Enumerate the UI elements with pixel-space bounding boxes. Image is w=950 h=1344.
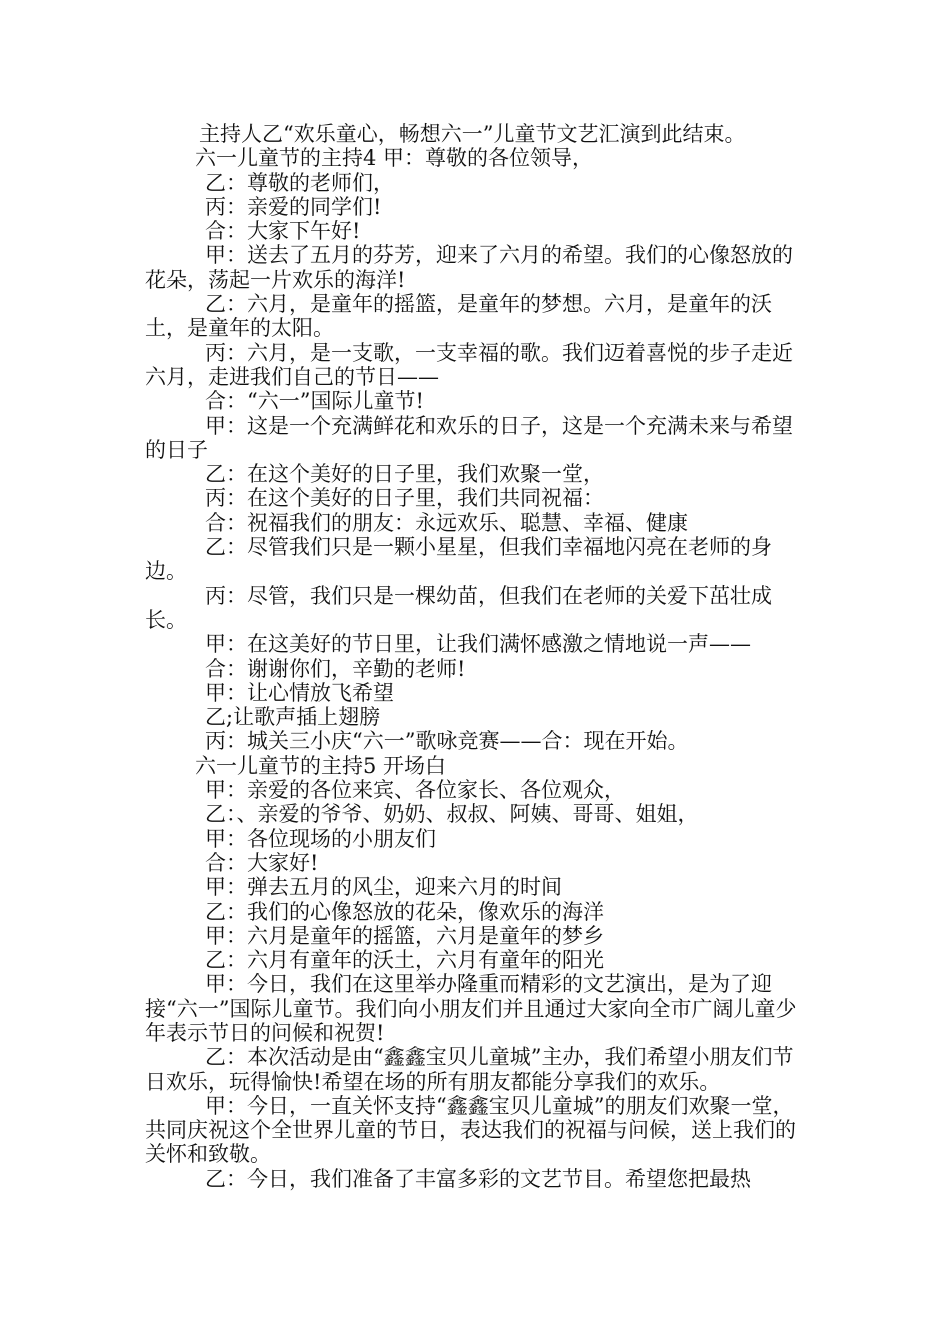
paragraph: 甲：送去了五月的芬芳，迎来了六月的希望。我们的心像怒放的花朵，荡起一片欢乐的海洋! <box>145 243 793 292</box>
paragraph: 甲：六月是童年的摇篮，六月是童年的梦乡 <box>205 923 604 948</box>
document-body <box>145 122 810 1191</box>
paragraph: 乙：六月有童年的沃土，六月有童年的阳光 <box>205 948 604 973</box>
paragraph: 丙：六月，是一支歌，一支幸福的歌。我们迈着喜悦的步子走近六月，走进我们自己的节日—— <box>145 340 793 389</box>
paragraph: 乙：、亲爱的爷爷、奶奶、叔叔、阿姨、哥哥、姐姐， <box>205 802 699 827</box>
paragraph: 甲：弹去五月的风尘，迎来六月的时间 <box>205 875 562 900</box>
paragraph: 甲：在这美好的节日里，让我们满怀感激之情地说一声—— <box>205 632 751 657</box>
paragraph: 乙：六月，是童年的摇篮，是童年的梦想。六月，是童年的沃土，是童年的太阳。 <box>145 292 772 341</box>
paragraph: 主持人乙“欢乐童心，畅想六一”儿童节文艺汇演到此结束。 <box>199 122 746 146</box>
paragraph: 丙：在这个美好的日子里，我们共同祝福： <box>205 486 604 511</box>
paragraph: 合：大家下午好! <box>205 219 361 244</box>
paragraph: 合：大家好! <box>205 850 319 875</box>
paragraph: 甲：这是一个充满鲜花和欢乐的日子，这是一个充满未来与希望的日子 <box>145 413 793 462</box>
paragraph: 丙：亲爱的同学们! <box>205 194 382 219</box>
paragraph: 甲：亲爱的各位来宾、各位家长、各位观众， <box>205 778 625 803</box>
paragraph: 丙：尽管，我们只是一棵幼苗，但我们在老师的关爱下茁壮成长。 <box>145 583 772 632</box>
paragraph: 乙：本次活动是由“鑫鑫宝贝儿童城”主办，我们希望小朋友们节日欢乐，玩得愉快!希望在场的所有朋友都能分享我们的欢乐。 <box>145 1045 794 1094</box>
section-heading: 六一儿童节的主持4 甲：尊敬的各位领导， <box>195 146 594 171</box>
paragraph: 合：祝福我们的朋友：永远欢乐、聪慧、幸福、健康 <box>205 510 688 535</box>
paragraph: 合：“六一”国际儿童节! <box>205 389 424 414</box>
paragraph: 丙：城关三小庆“六一”歌咏竞赛——合：现在开始。 <box>205 729 689 754</box>
paragraph: 甲：让心情放飞希望 <box>205 680 394 705</box>
paragraph: 乙：我们的心像怒放的花朵，像欢乐的海洋 <box>205 899 604 924</box>
section-heading: 六一儿童节的主持5 开场白 <box>195 753 447 778</box>
paragraph: 乙：尊敬的老师们， <box>205 170 394 195</box>
paragraph: 甲：今日，一直关怀支持“鑫鑫宝贝儿童城”的朋友们欢聚一堂，共同庆祝这个全世界儿童的节日，表达我们的祝福与问候，送上我们的关怀和致敬。 <box>145 1093 796 1167</box>
paragraph: 乙：在这个美好的日子里，我们欢聚一堂， <box>205 462 604 487</box>
paragraph: 甲：今日，我们在这里举办隆重而精彩的文艺演出，是为了迎接“六一”国际儿童节。我们向小朋友们并且通过大家向全市广阔儿童少年表示节日的问候和祝贺! <box>145 972 797 1045</box>
paragraph: 甲：各位现场的小朋友们 <box>205 826 436 851</box>
paragraph: 乙：今日，我们准备了丰富多彩的文艺节目。希望您把最热 <box>205 1166 751 1191</box>
paragraph: 合：谢谢你们，辛勤的老师! <box>205 656 466 681</box>
paragraph: 乙：尽管我们只是一颗小星星，但我们幸福地闪亮在老师的身边。 <box>145 535 772 584</box>
paragraph: 乙;让歌声插上翅膀 <box>205 705 381 730</box>
